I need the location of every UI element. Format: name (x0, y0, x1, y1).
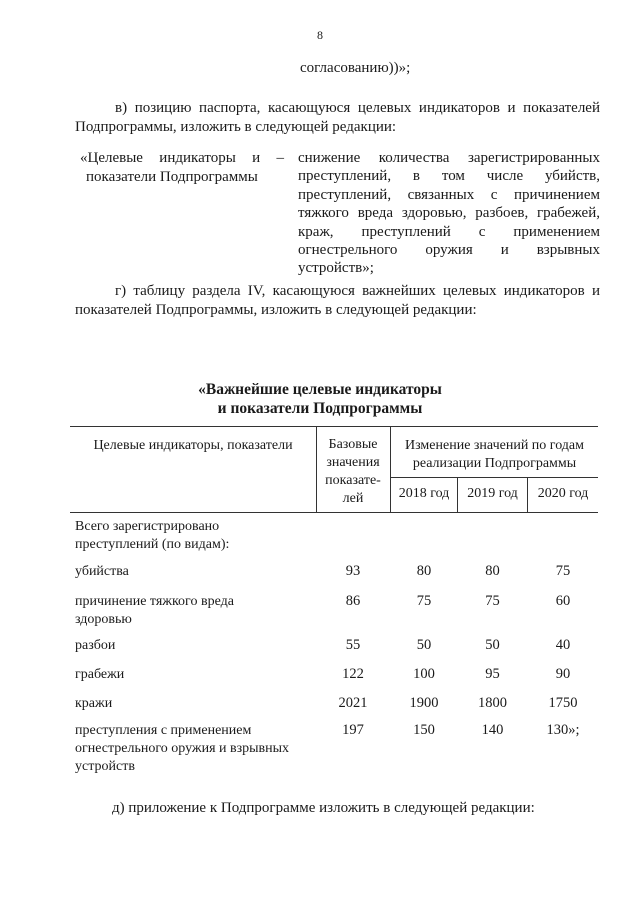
cell-2019: 80 (485, 563, 500, 579)
header-year-2018: 2018 год (398, 486, 450, 501)
cell-2019: 75 (485, 593, 500, 609)
item-v-line-1: в) позицию паспорта, касающуюся целевых индикаторов и показателей (115, 100, 600, 116)
header-change-line-1: Изменение значений по годам (404, 438, 584, 453)
header-change (391, 437, 598, 473)
cell-2018: 75 (416, 593, 432, 609)
row-label-line: разбои (75, 638, 116, 653)
group-label-line-1: Всего зарегистрировано (75, 519, 220, 534)
cell-2020: 1750 (548, 695, 578, 711)
row-label-line: здоровью (75, 612, 132, 627)
cell-2018: 1900 (409, 695, 439, 711)
item-g-line-1: г) таблицу раздела IV, касающуюся важнейших целевых индикаторов и (115, 283, 600, 299)
header-year-2020: 2020 год (537, 486, 589, 501)
cell-base: 55 (345, 637, 361, 653)
row-label (75, 666, 315, 684)
page-number: 8 (317, 28, 323, 42)
header-year-rule (390, 477, 598, 478)
passport-label-line-1: «Целевые индикаторы и – (80, 150, 284, 166)
cell-2018: 80 (416, 563, 432, 579)
table-title-line-1: «Важнейшие целевые индикаторы (198, 381, 442, 398)
row-label-line: огнестрельного оружия и взрывных (75, 741, 290, 756)
table-title-line-2: и показатели Подпрограммы (217, 400, 423, 417)
cell-2020: 130»; (546, 722, 580, 738)
cell-base: 197 (342, 722, 364, 738)
passport-value-line: тяжкого вреда здоровью, разбоев, грабежей, (298, 205, 600, 222)
cell-base: 2021 (338, 695, 368, 711)
row-label-line: причинение тяжкого вреда (75, 594, 234, 609)
row-label-line: грабежи (75, 667, 125, 682)
row-label (75, 563, 315, 581)
cell-base: 93 (345, 563, 361, 579)
cell-2020: 90 (555, 666, 571, 682)
row-label-line: убийства (75, 564, 129, 579)
row-label-line: устройств (75, 759, 135, 774)
passport-value-line: устройств»; (298, 260, 374, 277)
header-top-rule (70, 426, 598, 427)
group-label (75, 518, 315, 554)
cell-2020: 40 (555, 637, 571, 653)
header-change-line-2: реализации Подпрограммы (412, 456, 577, 471)
cell-2018: 150 (413, 722, 435, 738)
passport-value-line: огнестрельного оружия и взрывных (298, 242, 600, 258)
passport-value-line: краж, преступлений с применением (298, 223, 600, 240)
row-label (75, 593, 315, 629)
cell-2019: 95 (485, 666, 500, 682)
header-indicators: Целевые индикаторы, показатели (93, 438, 293, 453)
continuation-line: согласованию))»; (300, 60, 411, 76)
header-base-line-3: показате- (325, 473, 381, 488)
item-d-line: д) приложение к Подпрограмме изложить в следующей редакции: (112, 800, 535, 816)
cell-2019: 140 (481, 722, 504, 738)
row-label-line: кражи (75, 696, 113, 711)
item-v-line-2: Подпрограммы, изложить в следующей редакции: (75, 119, 397, 135)
header-year-2019: 2019 год (467, 486, 518, 501)
passport-value-line: преступлений, связанных с причинением (298, 186, 600, 203)
header-base-line-4: лей (342, 491, 364, 506)
item-g-line-2: показателей Подпрограммы, изложить в следующей редакции: (75, 302, 477, 318)
header-base-line-1: Базовые (328, 437, 378, 452)
header-base (316, 436, 390, 508)
group-label-line-2: преступлений (по видам): (75, 537, 230, 552)
cell-2020: 75 (555, 563, 571, 579)
row-label (75, 695, 315, 713)
cell-base: 122 (342, 666, 364, 682)
header-bottom-rule (70, 512, 598, 513)
cell-2019: 50 (485, 637, 500, 653)
cell-base: 86 (345, 593, 361, 609)
row-label (75, 637, 315, 655)
cell-2018: 50 (416, 637, 432, 653)
passport-value-line: снижение количества зарегистрированных (298, 150, 600, 166)
header-base-line-2: значения (326, 455, 380, 470)
row-label-line: преступления с применением (75, 723, 252, 738)
passport-label-line-2: показатели Подпрограммы (86, 169, 258, 185)
cell-2019: 1800 (478, 695, 507, 711)
cell-2018: 100 (413, 666, 435, 682)
cell-2020: 60 (555, 593, 571, 609)
row-label (75, 722, 315, 776)
passport-value-line: преступлений, в том числе убийств, (298, 168, 600, 185)
